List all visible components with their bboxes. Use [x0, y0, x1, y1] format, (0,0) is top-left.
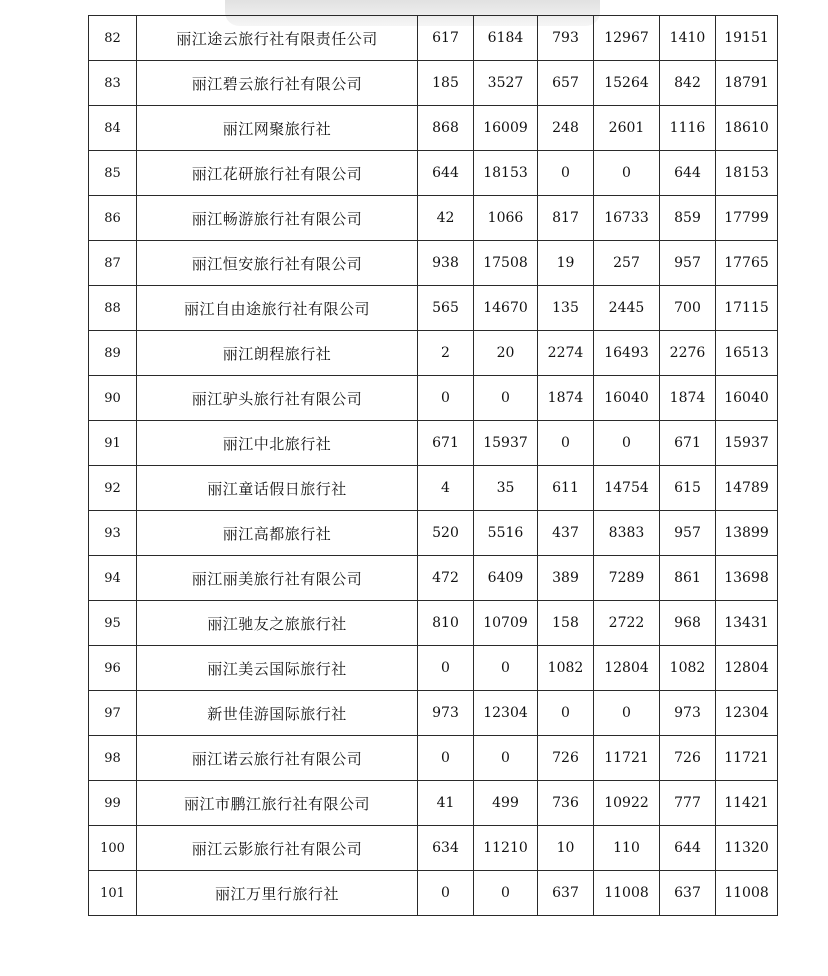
value-cell-col2: 16009 [474, 106, 538, 151]
value-cell-col4: 10922 [594, 781, 660, 826]
value-cell-col5: 615 [660, 466, 716, 511]
table-row [89, 241, 778, 286]
value-cell-col4: 16733 [594, 196, 660, 241]
value-cell-col6: 11421 [716, 781, 778, 826]
value-cell-col5: 859 [660, 196, 716, 241]
value-cell-col6: 18153 [716, 151, 778, 196]
value-cell-col4: 0 [594, 151, 660, 196]
value-cell-col6: 15937 [716, 421, 778, 466]
agency-name-cell: 丽江畅游旅行社有限公司 [137, 196, 418, 241]
value-cell-col4: 11721 [594, 736, 660, 781]
table-row [89, 511, 778, 556]
agency-name-cell: 丽江高都旅行社 [137, 511, 418, 556]
value-cell-col4: 11008 [594, 871, 660, 916]
value-cell-col5: 957 [660, 241, 716, 286]
value-cell-col1: 938 [418, 241, 474, 286]
value-cell-col1: 617 [418, 16, 474, 61]
value-cell-col4: 7289 [594, 556, 660, 601]
value-cell-col5: 968 [660, 601, 716, 646]
rank-cell: 87 [89, 241, 137, 286]
value-cell-col3: 0 [538, 151, 594, 196]
value-cell-col3: 736 [538, 781, 594, 826]
value-cell-col2: 5516 [474, 511, 538, 556]
rank-cell: 86 [89, 196, 137, 241]
value-cell-col1: 0 [418, 376, 474, 421]
value-cell-col5: 842 [660, 61, 716, 106]
table-row [89, 376, 778, 421]
value-cell-col4: 12804 [594, 646, 660, 691]
value-cell-col3: 817 [538, 196, 594, 241]
table-row [89, 16, 778, 61]
value-cell-col6: 12804 [716, 646, 778, 691]
value-cell-col2: 12304 [474, 691, 538, 736]
value-cell-col1: 868 [418, 106, 474, 151]
table-row [89, 601, 778, 646]
value-cell-col2: 499 [474, 781, 538, 826]
value-cell-col6: 19151 [716, 16, 778, 61]
value-cell-col6: 16040 [716, 376, 778, 421]
value-cell-col1: 2 [418, 331, 474, 376]
value-cell-col2: 6184 [474, 16, 538, 61]
value-cell-col3: 611 [538, 466, 594, 511]
table-row [89, 61, 778, 106]
value-cell-col3: 726 [538, 736, 594, 781]
value-cell-col5: 637 [660, 871, 716, 916]
value-cell-col5: 726 [660, 736, 716, 781]
value-cell-col1: 0 [418, 736, 474, 781]
value-cell-col2: 35 [474, 466, 538, 511]
value-cell-col4: 110 [594, 826, 660, 871]
value-cell-col2: 15937 [474, 421, 538, 466]
agency-name-cell: 丽江恒安旅行社有限公司 [137, 241, 418, 286]
table-body [89, 16, 778, 916]
value-cell-col3: 10 [538, 826, 594, 871]
table-row [89, 556, 778, 601]
value-cell-col3: 135 [538, 286, 594, 331]
value-cell-col5: 1082 [660, 646, 716, 691]
value-cell-col1: 0 [418, 871, 474, 916]
value-cell-col3: 1082 [538, 646, 594, 691]
agency-name-cell: 丽江诺云旅行社有限公司 [137, 736, 418, 781]
value-cell-col1: 4 [418, 466, 474, 511]
value-cell-col3: 637 [538, 871, 594, 916]
value-cell-col6: 18610 [716, 106, 778, 151]
value-cell-col1: 810 [418, 601, 474, 646]
rank-cell: 82 [89, 16, 137, 61]
value-cell-col2: 18153 [474, 151, 538, 196]
table-row [89, 196, 778, 241]
value-cell-col6: 18791 [716, 61, 778, 106]
agency-name-cell: 丽江花研旅行社有限公司 [137, 151, 418, 196]
value-cell-col6: 14789 [716, 466, 778, 511]
value-cell-col2: 11210 [474, 826, 538, 871]
value-cell-col4: 12967 [594, 16, 660, 61]
value-cell-col3: 793 [538, 16, 594, 61]
value-cell-col3: 1874 [538, 376, 594, 421]
agency-name-cell: 丽江自由途旅行社有限公司 [137, 286, 418, 331]
value-cell-col5: 644 [660, 826, 716, 871]
value-cell-col4: 257 [594, 241, 660, 286]
agency-name-cell: 丽江碧云旅行社有限公司 [137, 61, 418, 106]
table-row [89, 106, 778, 151]
agency-name-cell: 丽江驰友之旅旅行社 [137, 601, 418, 646]
value-cell-col4: 16040 [594, 376, 660, 421]
value-cell-col1: 0 [418, 646, 474, 691]
rank-cell: 83 [89, 61, 137, 106]
value-cell-col3: 389 [538, 556, 594, 601]
value-cell-col4: 0 [594, 691, 660, 736]
rank-cell: 101 [89, 871, 137, 916]
value-cell-col2: 20 [474, 331, 538, 376]
value-cell-col2: 1066 [474, 196, 538, 241]
value-cell-col5: 1410 [660, 16, 716, 61]
value-cell-col1: 671 [418, 421, 474, 466]
value-cell-col2: 3527 [474, 61, 538, 106]
agency-name-cell: 丽江万里行旅行社 [137, 871, 418, 916]
value-cell-col4: 0 [594, 421, 660, 466]
value-cell-col2: 0 [474, 376, 538, 421]
value-cell-col3: 0 [538, 691, 594, 736]
value-cell-col3: 2274 [538, 331, 594, 376]
rank-cell: 93 [89, 511, 137, 556]
value-cell-col5: 861 [660, 556, 716, 601]
value-cell-col5: 1874 [660, 376, 716, 421]
value-cell-col3: 248 [538, 106, 594, 151]
value-cell-col6: 12304 [716, 691, 778, 736]
value-cell-col4: 16493 [594, 331, 660, 376]
rank-cell: 100 [89, 826, 137, 871]
table-row [89, 151, 778, 196]
agency-name-cell: 丽江网聚旅行社 [137, 106, 418, 151]
table-row [89, 781, 778, 826]
value-cell-col1: 185 [418, 61, 474, 106]
rank-cell: 96 [89, 646, 137, 691]
value-cell-col6: 17799 [716, 196, 778, 241]
agency-name-cell: 丽江驴头旅行社有限公司 [137, 376, 418, 421]
rank-cell: 98 [89, 736, 137, 781]
agency-name-cell: 丽江市鹏江旅行社有限公司 [137, 781, 418, 826]
value-cell-col6: 17115 [716, 286, 778, 331]
rank-cell: 85 [89, 151, 137, 196]
agency-name-cell: 丽江朗程旅行社 [137, 331, 418, 376]
value-cell-col6: 16513 [716, 331, 778, 376]
value-cell-col2: 17508 [474, 241, 538, 286]
rank-cell: 90 [89, 376, 137, 421]
value-cell-col1: 42 [418, 196, 474, 241]
table-row [89, 646, 778, 691]
table-row [89, 331, 778, 376]
rank-cell: 99 [89, 781, 137, 826]
value-cell-col4: 2722 [594, 601, 660, 646]
rank-cell: 95 [89, 601, 137, 646]
value-cell-col1: 520 [418, 511, 474, 556]
table-row [89, 826, 778, 871]
value-cell-col2: 6409 [474, 556, 538, 601]
value-cell-col5: 644 [660, 151, 716, 196]
value-cell-col4: 2445 [594, 286, 660, 331]
table-row [89, 286, 778, 331]
value-cell-col6: 13899 [716, 511, 778, 556]
table-row [89, 691, 778, 736]
rank-cell: 84 [89, 106, 137, 151]
value-cell-col3: 158 [538, 601, 594, 646]
agency-name-cell: 新世佳游国际旅行社 [137, 691, 418, 736]
rank-cell: 91 [89, 421, 137, 466]
value-cell-col3: 657 [538, 61, 594, 106]
table-row [89, 871, 778, 916]
value-cell-col5: 2276 [660, 331, 716, 376]
value-cell-col2: 0 [474, 871, 538, 916]
value-cell-col1: 644 [418, 151, 474, 196]
agency-name-cell: 丽江美云国际旅行社 [137, 646, 418, 691]
value-cell-col4: 15264 [594, 61, 660, 106]
value-cell-col3: 0 [538, 421, 594, 466]
value-cell-col1: 41 [418, 781, 474, 826]
value-cell-col4: 2601 [594, 106, 660, 151]
agency-name-cell: 丽江童话假日旅行社 [137, 466, 418, 511]
value-cell-col1: 472 [418, 556, 474, 601]
value-cell-col5: 777 [660, 781, 716, 826]
rank-cell: 88 [89, 286, 137, 331]
value-cell-col6: 13431 [716, 601, 778, 646]
value-cell-col1: 634 [418, 826, 474, 871]
rank-cell: 94 [89, 556, 137, 601]
value-cell-col4: 8383 [594, 511, 660, 556]
value-cell-col5: 700 [660, 286, 716, 331]
value-cell-col4: 14754 [594, 466, 660, 511]
value-cell-col2: 14670 [474, 286, 538, 331]
value-cell-col1: 973 [418, 691, 474, 736]
rank-cell: 89 [89, 331, 137, 376]
value-cell-col5: 671 [660, 421, 716, 466]
table-row [89, 736, 778, 781]
agency-name-cell: 丽江丽美旅行社有限公司 [137, 556, 418, 601]
travel-agency-ranking-table [88, 15, 778, 916]
value-cell-col5: 973 [660, 691, 716, 736]
value-cell-col6: 11008 [716, 871, 778, 916]
rank-cell: 92 [89, 466, 137, 511]
value-cell-col6: 17765 [716, 241, 778, 286]
value-cell-col2: 10709 [474, 601, 538, 646]
value-cell-col5: 957 [660, 511, 716, 556]
value-cell-col2: 0 [474, 646, 538, 691]
agency-name-cell: 丽江途云旅行社有限责任公司 [137, 16, 418, 61]
value-cell-col5: 1116 [660, 106, 716, 151]
table-row [89, 421, 778, 466]
agency-name-cell: 丽江云影旅行社有限公司 [137, 826, 418, 871]
table-row [89, 466, 778, 511]
value-cell-col6: 11721 [716, 736, 778, 781]
value-cell-col3: 437 [538, 511, 594, 556]
agency-name-cell: 丽江中北旅行社 [137, 421, 418, 466]
value-cell-col6: 11320 [716, 826, 778, 871]
value-cell-col3: 19 [538, 241, 594, 286]
value-cell-col6: 13698 [716, 556, 778, 601]
value-cell-col1: 565 [418, 286, 474, 331]
rank-cell: 97 [89, 691, 137, 736]
value-cell-col2: 0 [474, 736, 538, 781]
